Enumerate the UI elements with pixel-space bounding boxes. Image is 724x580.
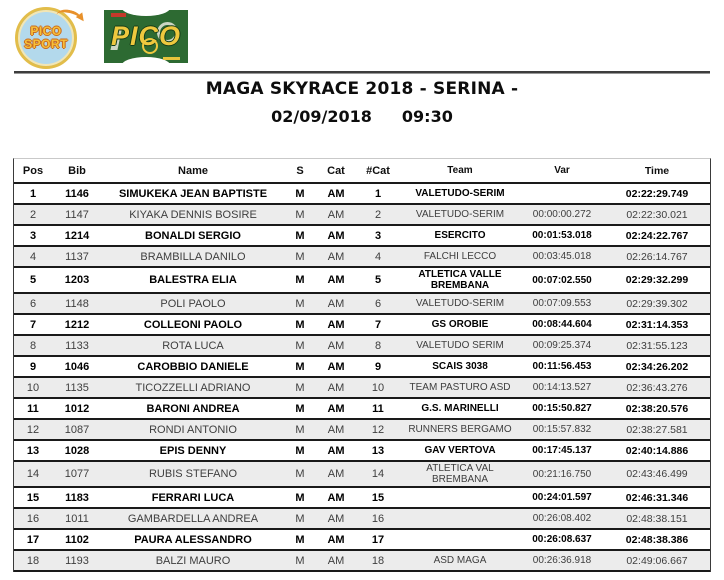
cell-catn: 7 — [374, 318, 382, 331]
pico-sport-logo-text-line2: SPORT — [24, 37, 68, 51]
cell-time: 02:48:38.151 — [626, 512, 688, 525]
cell-catn: 8 — [374, 339, 382, 352]
mini-red-mark — [111, 13, 126, 17]
cell-var: 00:21:16.750 — [532, 468, 592, 480]
cell-pos: 14 — [26, 468, 40, 480]
cell-catn: 6 — [374, 297, 382, 310]
cell-var: 00:11:56.453 — [532, 361, 592, 372]
cell-time: 02:36:43.276 — [626, 381, 688, 394]
cell-name: BRAMBILLA DANILO — [140, 250, 246, 263]
table-row — [14, 313, 710, 334]
cell-s: M — [295, 554, 305, 567]
cell-var: 00:07:09.553 — [532, 298, 592, 309]
results-table — [13, 158, 711, 572]
cell-var: 00:14:13.527 — [532, 382, 592, 393]
cell-pos: 10 — [26, 381, 40, 394]
table-row — [14, 334, 710, 355]
cell-name: BALZI MAURO — [155, 554, 231, 567]
cell-pos: 8 — [29, 339, 37, 352]
cell-catn: 5 — [374, 274, 382, 286]
cell-cat: AM — [327, 491, 345, 504]
table-row — [14, 224, 710, 245]
cell-team: SCAIS 3038 — [432, 361, 488, 372]
cell-team: GAV VERTOVA — [424, 445, 496, 456]
mini-yellow-mark — [163, 57, 180, 60]
cell-s: M — [295, 229, 305, 242]
table-row — [14, 439, 710, 460]
cell-time: 02:26:14.767 — [626, 250, 688, 263]
cell-bib: 1102 — [65, 533, 89, 546]
cell-var: 00:00:00.272 — [532, 209, 592, 220]
cell-pos: 11 — [27, 402, 39, 415]
cell-s: M — [295, 491, 305, 504]
cell-cat: AM — [327, 229, 345, 242]
cell-bib: 1214 — [64, 229, 90, 242]
cell-name: POLI PAOLO — [160, 297, 226, 310]
cell-time: 02:48:38.386 — [625, 533, 689, 546]
table-row — [14, 418, 710, 439]
cell-team — [400, 530, 520, 549]
cell-var: 00:08:44.604 — [532, 319, 592, 330]
cell-catn: 3 — [374, 229, 382, 242]
cell-pos: 9 — [29, 360, 37, 373]
cell-catn: 9 — [374, 360, 382, 373]
cell-cat: AM — [327, 250, 345, 263]
cell-cat: AM — [327, 533, 345, 546]
table-header-row — [14, 159, 710, 182]
cell-name: KIYAKA DENNIS BOSIRE — [129, 208, 257, 221]
cell-pos: 1 — [29, 187, 37, 200]
cell-name: BONALDI SERGIO — [145, 229, 241, 242]
cell-pos: 12 — [26, 423, 40, 436]
cell-cat: AM — [327, 339, 345, 352]
cell-var: 00:26:36.918 — [532, 555, 592, 566]
cell-catn: 1 — [374, 187, 382, 200]
cell-name: ROTA LUCA — [162, 339, 224, 352]
cell-var: 00:07:02.550 — [532, 274, 592, 286]
cell-name: FERRARI LUCA — [151, 491, 235, 504]
pico-club-logo — [104, 10, 188, 63]
pico-club-logo-text: PICO — [110, 21, 181, 51]
table-row — [14, 460, 710, 486]
cell-bib: 1146 — [65, 187, 89, 200]
cell-team — [400, 488, 520, 507]
cell-name: COLLEONI PAOLO — [143, 318, 243, 331]
cell-pos: 13 — [26, 444, 40, 457]
header-divider — [14, 71, 710, 74]
cell-team: VALETUDO-SERIM — [415, 298, 505, 309]
cell-catn: 14 — [371, 468, 385, 480]
cell-pos: 7 — [29, 318, 37, 331]
cell-cat: AM — [327, 381, 345, 394]
cell-catn: 11 — [372, 402, 384, 415]
table-row — [14, 507, 710, 528]
cell-time: 02:31:55.123 — [626, 339, 688, 352]
cell-name: RONDI ANTONIO — [149, 423, 237, 436]
cell-bib: 1087 — [64, 423, 90, 436]
cell-name: TICOZZELLI ADRIANO — [135, 381, 251, 394]
cell-cat: AM — [327, 208, 345, 221]
event-start-time: 09:30 — [401, 107, 453, 126]
cell-s: M — [295, 381, 305, 394]
cell-pos: 17 — [26, 533, 40, 546]
cell-s: M — [295, 274, 305, 286]
cell-var: 00:26:08.402 — [532, 513, 592, 524]
cell-catn: 18 — [371, 554, 385, 567]
cell-catn: 15 — [371, 491, 385, 504]
cell-var: 00:01:53.018 — [532, 230, 592, 241]
table-row — [14, 528, 710, 549]
cell-cat: AM — [327, 444, 345, 457]
cell-team: ASD MAGA — [433, 555, 487, 566]
column-header-cat: Cat — [327, 164, 345, 177]
cell-cat: AM — [327, 468, 345, 480]
table-row — [14, 549, 710, 572]
cell-bib: 1203 — [64, 274, 90, 286]
column-header-var: Var — [554, 165, 570, 176]
cell-bib: 1133 — [65, 339, 89, 352]
table-row — [14, 486, 710, 507]
cell-time: 02:29:39.302 — [626, 297, 688, 310]
cell-cat: AM — [327, 554, 345, 567]
cell-bib: 1011 — [65, 512, 89, 525]
cell-s: M — [295, 187, 305, 200]
cell-cat: AM — [327, 297, 345, 310]
table-row — [14, 203, 710, 224]
column-header-pos: Pos — [22, 164, 44, 177]
cell-pos: 18 — [26, 554, 40, 567]
cell-time: 02:46:31.346 — [625, 491, 689, 504]
cell-var: 00:03:45.018 — [532, 251, 592, 262]
cell-name: SIMUKEKA JEAN BAPTISTE — [118, 187, 268, 200]
cell-time: 02:49:06.667 — [626, 554, 688, 567]
cell-catn: 4 — [374, 250, 382, 263]
cell-s: M — [295, 250, 305, 263]
table-row — [14, 245, 710, 266]
cell-s: M — [295, 423, 305, 436]
cell-catn: 17 — [371, 533, 385, 546]
cell-pos: 4 — [29, 250, 37, 263]
cell-catn: 2 — [374, 208, 382, 221]
cell-bib: 1135 — [65, 381, 89, 394]
cell-time: 02:29:32.299 — [625, 274, 689, 286]
cell-team: ATLETICA VAL BREMBANA — [426, 463, 494, 485]
cell-s: M — [295, 360, 305, 373]
cell-time: 02:22:30.021 — [626, 208, 688, 221]
cell-time: 02:31:14.353 — [625, 318, 689, 331]
cell-team: FALCHI LECCO — [423, 251, 497, 262]
cell-s: M — [295, 512, 305, 525]
table-row — [14, 266, 710, 292]
cell-pos: 16 — [26, 512, 40, 525]
wheel-icon — [142, 38, 158, 54]
cell-s: M — [295, 402, 305, 415]
cell-time: 02:38:27.581 — [626, 423, 688, 436]
cell-bib: 1028 — [64, 444, 90, 457]
cell-s: M — [295, 339, 305, 352]
column-header-time: Time — [644, 164, 670, 177]
cell-s: M — [295, 533, 305, 546]
cell-pos: 6 — [29, 297, 37, 310]
cell-var: 00:26:08.637 — [532, 534, 592, 545]
cell-pos: 3 — [29, 229, 37, 242]
event-datetime — [0, 107, 724, 126]
cell-var — [520, 184, 604, 203]
cell-cat: AM — [327, 274, 345, 286]
event-date: 02/09/2018 — [271, 107, 372, 126]
cell-pos: 15 — [26, 491, 40, 504]
table-row — [14, 182, 710, 203]
column-header-catn: #Cat — [366, 164, 390, 177]
pico-sport-logo-text-line1: PICO — [30, 24, 62, 38]
column-header-team: Team — [447, 165, 473, 176]
cell-cat: AM — [327, 318, 345, 331]
cell-team: VALETUDO-SERIM — [415, 209, 505, 220]
cell-team: RUNNERS BERGAMO — [408, 424, 512, 435]
cell-team: G.S. MARINELLI — [421, 403, 499, 414]
cell-time: 02:22:29.749 — [625, 187, 689, 200]
table-row — [14, 355, 710, 376]
cell-time: 02:40:14.886 — [625, 444, 689, 457]
cell-bib: 1046 — [64, 360, 90, 373]
column-header-name: Name — [178, 164, 208, 177]
cell-name: GAMBARDELLA ANDREA — [127, 512, 259, 525]
cell-team: VALETUDO SERIM — [416, 340, 504, 351]
cell-time: 02:43:46.499 — [626, 468, 688, 480]
cell-name: PAURA ALESSANDRO — [134, 533, 252, 546]
cell-bib: 1137 — [65, 250, 89, 263]
cell-team: VALETUDO-SERIM — [415, 188, 505, 199]
cell-pos: 2 — [29, 208, 37, 221]
cell-name: EPIS DENNY — [159, 444, 227, 457]
cell-cat: AM — [327, 402, 345, 415]
cell-catn: 10 — [371, 381, 385, 394]
column-header-bib: Bib — [68, 164, 86, 177]
cell-team: ESERCITO — [434, 230, 486, 241]
cell-time: 02:34:26.202 — [625, 360, 689, 373]
cell-cat: AM — [327, 423, 345, 436]
cell-var: 00:15:57.832 — [532, 424, 592, 435]
cell-bib: 1212 — [64, 318, 90, 331]
cell-cat: AM — [327, 187, 345, 200]
cell-team: GS OROBIE — [431, 319, 489, 330]
cell-name: BARONI ANDREA — [146, 402, 240, 415]
cell-name: RUBIS STEFANO — [148, 468, 238, 480]
cell-s: M — [295, 208, 305, 221]
cell-bib: 1077 — [64, 468, 90, 480]
table-row — [14, 376, 710, 397]
cell-var: 00:17:45.137 — [532, 445, 592, 456]
cell-pos: 5 — [29, 274, 37, 286]
cell-team: TEAM PASTURO ASD — [409, 382, 511, 393]
cell-catn: 16 — [371, 512, 385, 525]
cell-team — [400, 509, 520, 528]
cell-s: M — [295, 318, 305, 331]
table-body — [14, 182, 710, 572]
cell-name: CAROBBIO DANIELE — [137, 360, 249, 373]
table-row — [14, 397, 710, 418]
pico-sport-logo — [15, 7, 77, 69]
cell-cat: AM — [327, 360, 345, 373]
cell-bib: 1012 — [64, 402, 90, 415]
cell-var: 00:24:01.597 — [532, 492, 592, 503]
cell-catn: 13 — [371, 444, 385, 457]
cell-bib: 1183 — [65, 491, 89, 504]
table-row — [14, 292, 710, 313]
event-title: MAGA SKYRACE 2018 - SERINA - — [205, 79, 519, 99]
cell-bib: 1148 — [65, 297, 89, 310]
cell-s: M — [295, 468, 305, 480]
cell-catn: 12 — [371, 423, 385, 436]
cell-bib: 1147 — [65, 208, 89, 221]
cell-time: 02:38:20.576 — [625, 402, 689, 415]
cell-var: 00:15:50.827 — [532, 403, 592, 414]
cell-var: 00:09:25.374 — [532, 340, 592, 351]
column-header-s: S — [296, 164, 304, 177]
cell-bib: 1193 — [65, 554, 89, 567]
cell-time: 02:24:22.767 — [625, 229, 689, 242]
cell-cat: AM — [327, 512, 345, 525]
cell-s: M — [295, 297, 305, 310]
cell-name: BALESTRA ELIA — [149, 274, 237, 286]
cell-s: M — [295, 444, 305, 457]
cell-team: ATLETICA VALLE BREMBANA — [418, 269, 502, 291]
